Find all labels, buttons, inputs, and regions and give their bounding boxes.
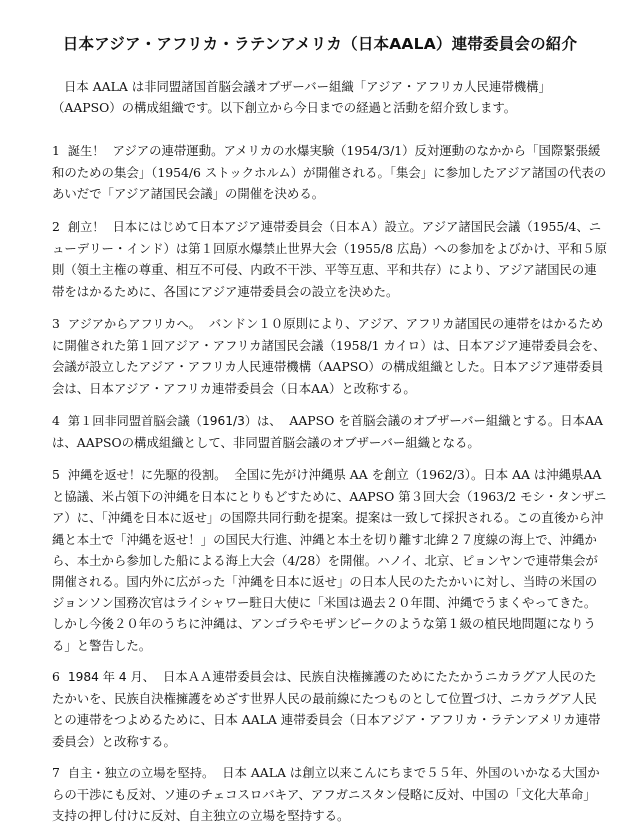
- section-number: 5: [52, 467, 60, 482]
- section-3: [52, 313, 608, 399]
- section-heading: 創立！: [67, 220, 105, 234]
- section-number: 6: [52, 669, 60, 684]
- section-heading: 沖縄を返せ！に先駆的役割。: [67, 468, 227, 482]
- section-body: 日本ＡＡ連帯委員会は、民族自決権擁護のためにたたかうニカラグア人民のたたかいを、民族自決権擁護をめざす世界人民の最前線にたつものとして位置づけ、ニカラグア人民との連帯をつよめるために、日本 AALA 連帯委員会（日本アジア・アフリカ・ラテンアメリカ連帯委員会）と改称する。: [52, 669, 601, 749]
- section-number: 4: [52, 413, 60, 428]
- section-body: 日本 AALA は創立以来こんにちまで５５年、外国のいかなる大国からの干渉にも反対、ソ連のチェコスロバキア、アフガニスタン侵略に反対、中国の「文化大革命」支持の押し付けに反対、自主独立の立場を堅持する。: [52, 765, 600, 824]
- section-number: 7: [52, 765, 60, 780]
- section-body: 全国に先がけ沖縄県 AA を創立（1962/3）。日本 AA は沖縄県AA と協議、米占領下の沖縄を日本にとりもどすために、AAPSO 第３回大会（1963/2 モシ・タンザニア）に、「沖縄を日本に返せ」の国際共同行動を提案。提案は一致して採択される。この直後から沖縄と本土で「沖縄を返せ！」の国民大行進、沖縄と本土を切り離す北緯２７度線の海上で、沖縄から、本土から参加した船による海上大会（4/28）を開催。ハノイ、北京、ピョンヤンで連帯集会が開催される。国内外に広がった「沖縄を日本に返せ」の日本人民のたたかいに対し、当時の米国のジョンソン国務次官はライシャワー駐日大使に「米国は過去２０年間、沖縄でうまくやってきた。しかし今後２０年のうちに沖縄は、アンゴラやモザンビークのような第１級の植民地問題になりうる」と警告した。: [52, 467, 607, 653]
- section-number: 2: [52, 219, 60, 234]
- section-heading: 自主・独立の立場を堅持。: [67, 766, 215, 780]
- section-body: アジアの連帯運動。アメリカの水爆実験（1954/3/1）反対運動のなかから「国際緊張緩和のための集会」（1954/6 ストックホルム）が開催される。「集会」に参加したアジア諸国の代表のあいだで「アジア諸国民会議」の開催を決める。: [52, 143, 607, 202]
- section-1: [52, 140, 608, 205]
- section-heading: 1984 年 4 月、: [67, 670, 155, 684]
- section-body: 日本にはじめて日本アジア連帯委員会（日本Ａ）設立。アジア諸国民会議（1955/4、ニューデリー・インド）は第１回原水爆禁止世界大会（1955/8 広島）への参加をよびかけ、平和５原則（領土主権の尊重、相互不可侵、内政不干渉、平等互恵、平和共存）により、アジア諸国民の連帯をはかるために、各国にアジア連帯委員会の設立を決めた。: [52, 219, 608, 299]
- document-title: 日本アジア・アフリカ・ラテンアメリカ（日本AALA）連帯委員会の紹介: [62, 35, 578, 53]
- intro-paragraph: 日本 AALA は非同盟諸国首脳会議オブザーバー組織「アジア・アフリカ人民連帯機構」（AAPSO）の構成組織です。以下創立から今日までの経過と活動を紹介致します。: [52, 79, 551, 115]
- section-5: [52, 464, 608, 656]
- section-4: [52, 410, 608, 453]
- section-body: AAPSO を首脳会議のオブザーバー組織とする。日本AAは、AAPSOの構成組織として、非同盟首脳会議のオブザーバー組織となる。: [52, 413, 603, 451]
- section-body: バンドン１０原則により、アジア、アフリカ諸国民の連帯をはかるために開催された第１回アジア・アフリカ諸国民会議（1958/1 カイロ）は、日本アジア連帯委員会を、会議が設立したアジア・アフリカ人民連帯機構（AAPSO）の構成組織とした。日本アジア連帯委員会は、日本アジア・アフリカ連帯委員会（日本AA）と改称する。: [52, 316, 606, 396]
- section-heading: 第１回非同盟首脳会議（1961/3）は、: [67, 414, 282, 428]
- section-7: [52, 762, 608, 827]
- section-2: [52, 216, 608, 302]
- section-heading: 誕生！: [67, 144, 105, 158]
- section-number: 1: [52, 143, 60, 158]
- section-6: [52, 666, 608, 752]
- section-heading: アジアからアフリカへ。: [67, 317, 201, 331]
- section-number: 3: [52, 316, 60, 331]
